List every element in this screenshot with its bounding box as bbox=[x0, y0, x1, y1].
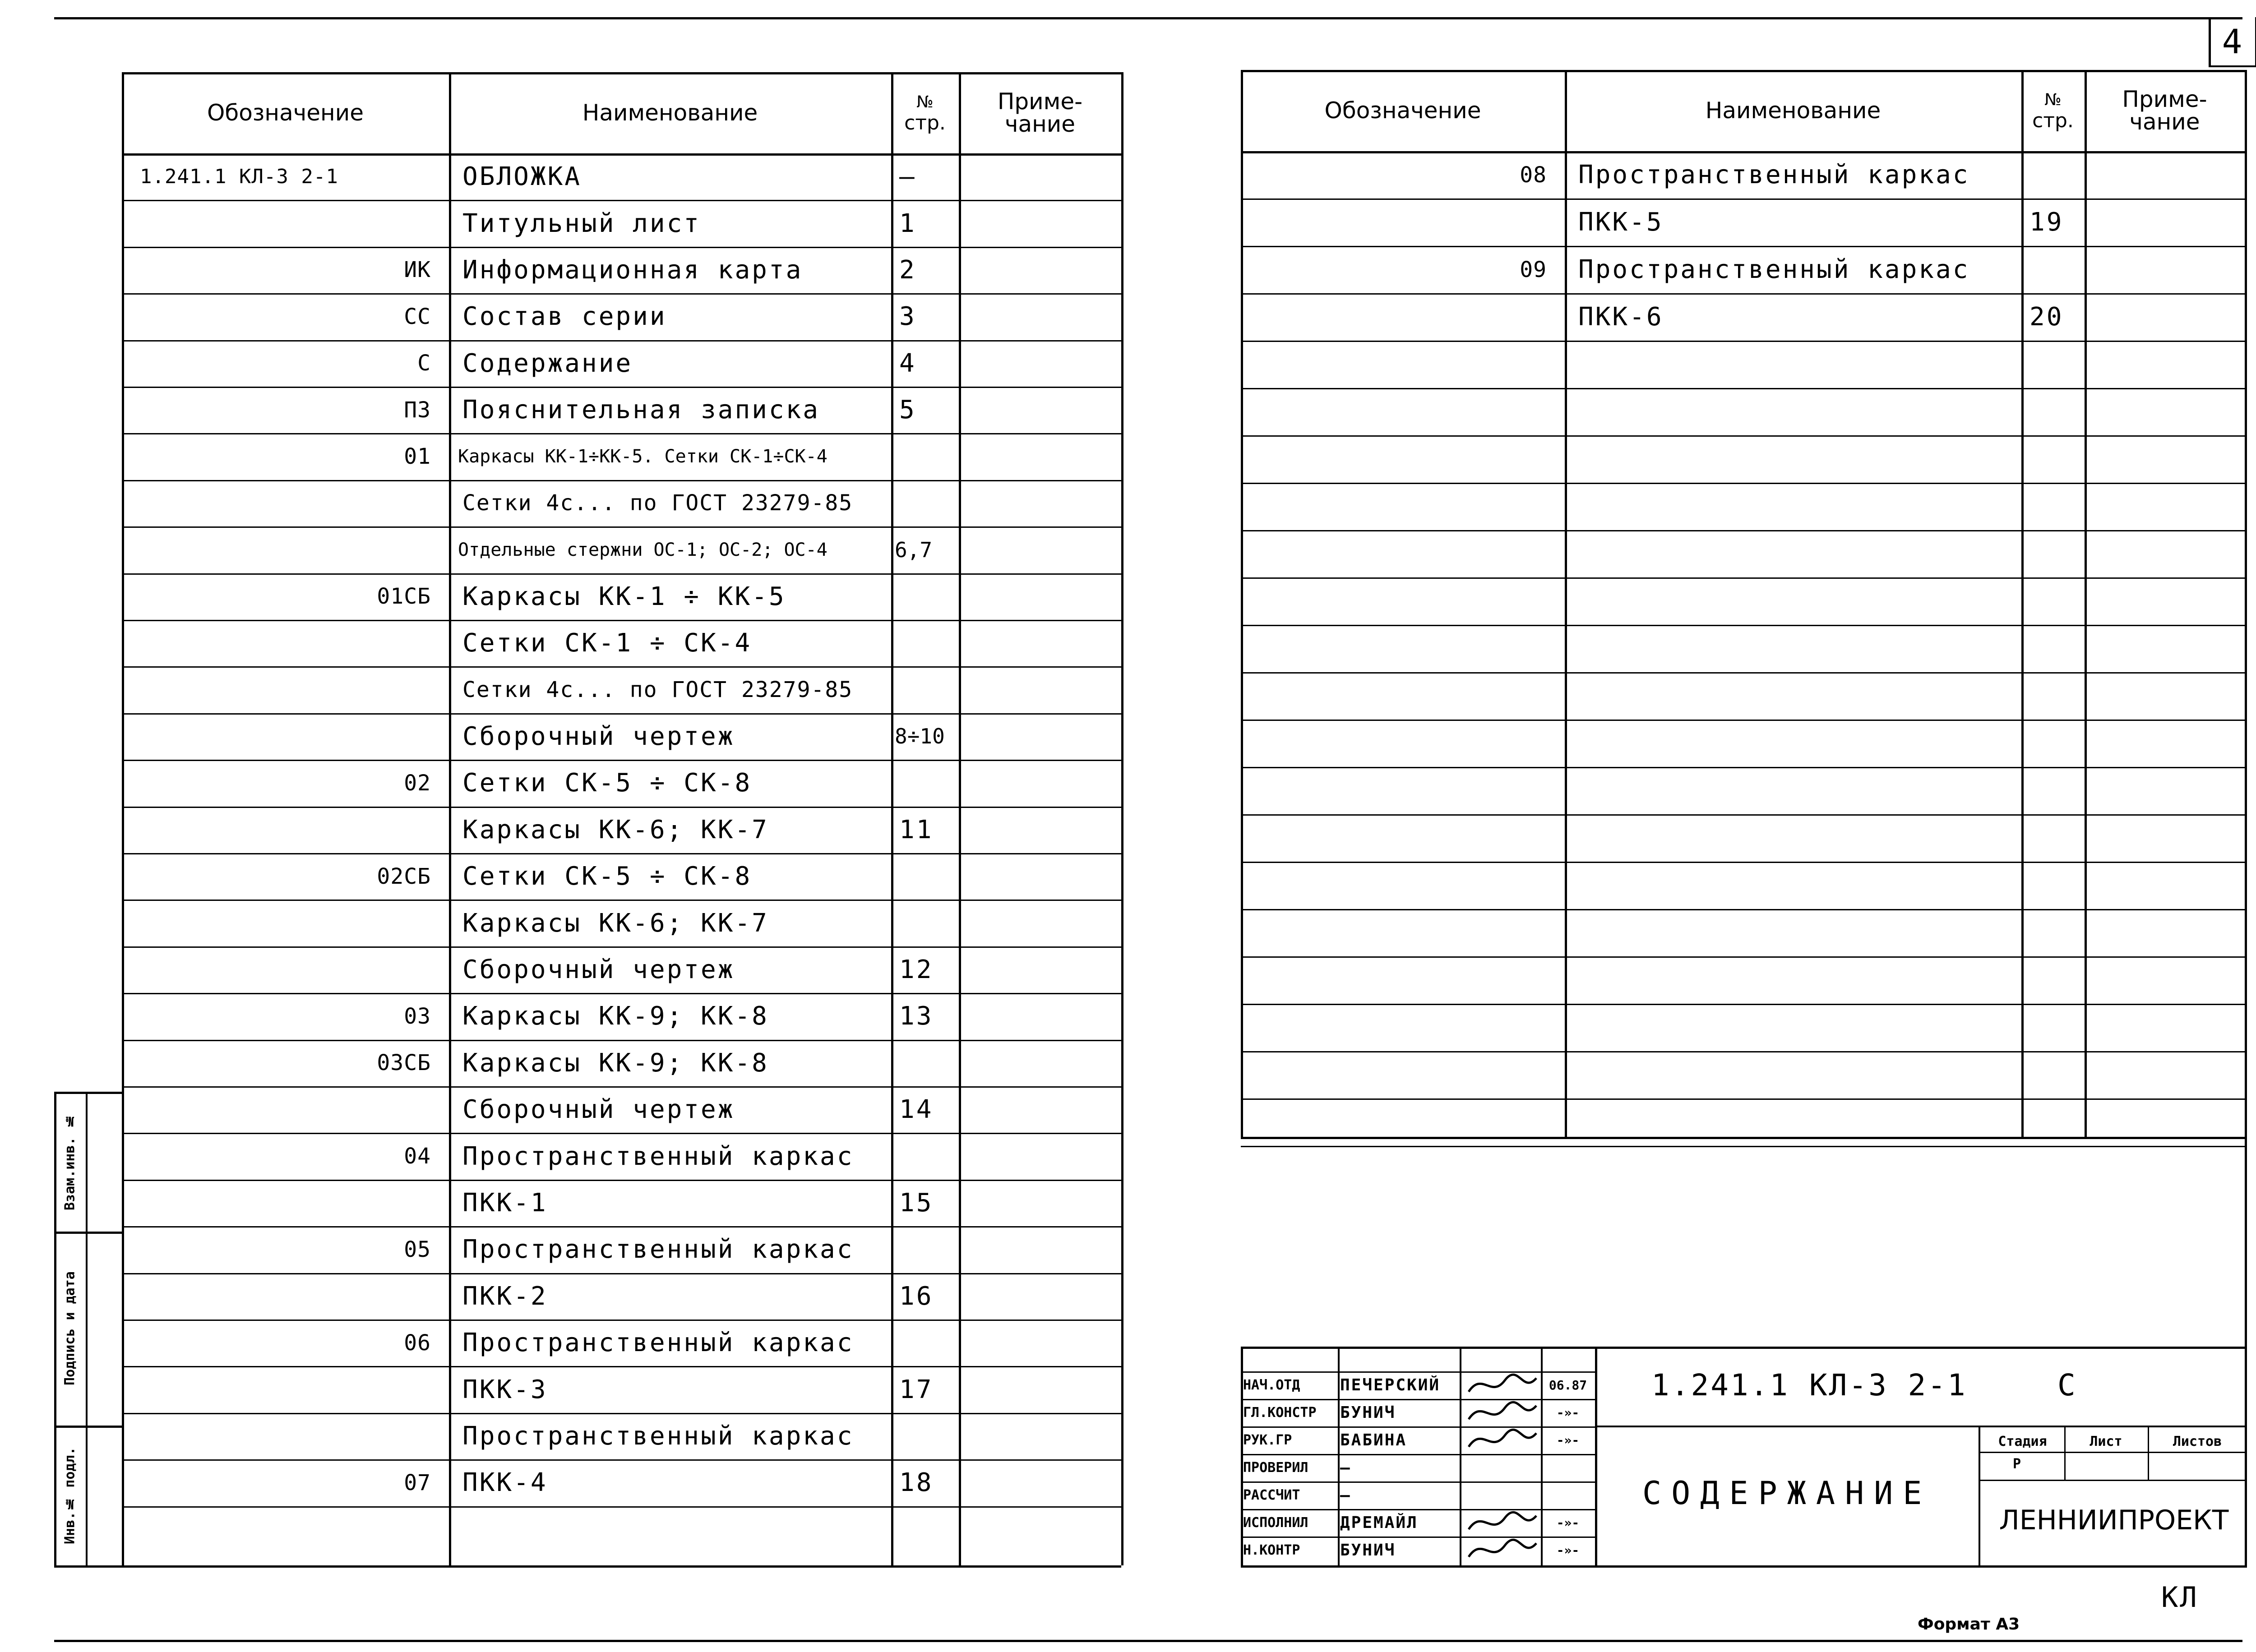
sheet-label: Лист bbox=[2090, 1433, 2122, 1449]
grid-line bbox=[1241, 388, 2245, 389]
row-page bbox=[891, 1413, 959, 1459]
role-person: БУНИЧ bbox=[1340, 1541, 1396, 1560]
row-name: Каркасы КК-6; КК-7 bbox=[462, 908, 769, 938]
document-code: 1.241.1 КЛ-3 2-1 bbox=[1651, 1367, 1967, 1403]
role-label: ИСПОЛНИЛ bbox=[1243, 1515, 1308, 1531]
row-name: Информационная карта bbox=[462, 255, 803, 285]
grid-line bbox=[1241, 435, 2245, 437]
grid-line bbox=[1241, 483, 2245, 484]
left-header-page-no bbox=[891, 72, 959, 153]
row-name: ПКК-4 bbox=[462, 1468, 548, 1498]
row-page: 5 bbox=[899, 395, 916, 425]
row-page: 19 bbox=[2029, 208, 2064, 237]
row-page: 2 bbox=[899, 255, 916, 285]
row-name: Каркасы КК-9; КК-8 bbox=[462, 1001, 769, 1031]
grid-line bbox=[1241, 1565, 2247, 1568]
grid-line bbox=[1241, 1146, 2245, 1147]
grid-line bbox=[1241, 1137, 2245, 1139]
header-note-top: Приме- bbox=[2122, 86, 2207, 112]
row-page bbox=[2021, 151, 2085, 198]
row-page: 20 bbox=[2029, 302, 2064, 332]
row-code: 02 bbox=[404, 770, 431, 796]
row-code bbox=[122, 1413, 449, 1459]
row-code bbox=[122, 807, 449, 853]
role-label: ПРОВЕРИЛ bbox=[1243, 1460, 1308, 1476]
row-page: — bbox=[899, 162, 916, 192]
left-header-name: Наименование bbox=[582, 100, 758, 126]
row-code: 07 bbox=[404, 1470, 431, 1495]
row-name: Отдельные стержни ОС-1; ОС-2; ОС-4 bbox=[458, 539, 828, 560]
row-code bbox=[122, 1086, 449, 1133]
row-page: 18 bbox=[899, 1468, 934, 1498]
grid-line bbox=[1241, 577, 2245, 579]
row-name: Содержание bbox=[462, 348, 633, 378]
format-label: Формат А3 bbox=[1918, 1615, 2020, 1634]
row-page bbox=[891, 853, 959, 900]
role-person: ПЕЧЕРСКИЙ bbox=[1340, 1376, 1441, 1394]
row-code: 01 bbox=[404, 444, 431, 470]
grid-line bbox=[1241, 625, 2245, 626]
row-code: 05 bbox=[404, 1237, 431, 1262]
row-name: ОБЛОЖКА bbox=[462, 162, 582, 192]
row-code: 04 bbox=[404, 1144, 431, 1169]
row-code bbox=[1241, 198, 1565, 246]
role-label: ГЛ.КОНСТР bbox=[1243, 1405, 1317, 1421]
grid-line bbox=[1979, 1480, 2245, 1481]
role-date: -»- bbox=[1556, 1405, 1580, 1420]
side-stamp-label: Инв.№ подл. bbox=[62, 1447, 78, 1544]
grid-line bbox=[86, 1092, 88, 1565]
grid-line bbox=[1241, 862, 2245, 863]
grid-line bbox=[1541, 1347, 1543, 1565]
row-name: Сетки СК-5 ÷ СК-8 bbox=[462, 768, 752, 798]
role-label: РУК.ГР bbox=[1243, 1432, 1292, 1448]
row-code bbox=[122, 1180, 449, 1226]
row-name: Сетки СК-5 ÷ СК-8 bbox=[462, 862, 752, 891]
signature-scribble bbox=[1464, 1422, 1541, 1458]
grid-line bbox=[1241, 767, 2245, 768]
corner-mark: КЛ bbox=[2161, 1580, 2199, 1614]
right-header-note bbox=[2085, 70, 2245, 151]
grid-line bbox=[54, 1565, 122, 1568]
side-stamp-label: Подпись и дата bbox=[62, 1271, 78, 1386]
role-label: РАССЧИТ bbox=[1243, 1487, 1300, 1503]
role-date: 06.87 bbox=[1549, 1378, 1587, 1393]
row-code: ИК bbox=[404, 257, 431, 283]
row-name: Пространственный каркас bbox=[462, 1328, 854, 1358]
row-page bbox=[891, 1506, 959, 1553]
grid-line bbox=[1241, 909, 2245, 910]
signature-scribble bbox=[1464, 1532, 1541, 1569]
row-code: 06 bbox=[404, 1330, 431, 1356]
row-page: 14 bbox=[899, 1095, 934, 1125]
row-name: Сетки СК-1 ÷ СК-4 bbox=[462, 628, 752, 658]
row-name: Каркасы КК-1 ÷ КК-5 bbox=[462, 581, 786, 611]
role-person: — bbox=[1340, 1486, 1351, 1504]
row-page bbox=[891, 433, 959, 480]
grid-line bbox=[1241, 956, 2245, 958]
row-page: 12 bbox=[899, 955, 934, 984]
role-date: -»- bbox=[1556, 1433, 1580, 1448]
grid-line bbox=[1241, 720, 2245, 721]
left-header-designation: Обозначение bbox=[207, 100, 364, 126]
row-name: ПКК-1 bbox=[462, 1188, 548, 1218]
grid-line bbox=[2245, 70, 2247, 1137]
row-name: Сборочный чертеж bbox=[462, 955, 735, 984]
row-page bbox=[891, 1226, 959, 1273]
row-name: Пространственный каркас bbox=[462, 1421, 854, 1451]
header-note-top: Приме- bbox=[997, 88, 1083, 115]
row-page: 11 bbox=[899, 815, 934, 844]
header-page-no-top: № bbox=[916, 93, 934, 111]
grid-line bbox=[1460, 1347, 1461, 1565]
role-date bbox=[1543, 1481, 1593, 1509]
row-name: Сетки 4с... по ГОСТ 23279-85 bbox=[462, 677, 853, 703]
row-page: 8÷10 bbox=[895, 724, 945, 749]
role-date: -»- bbox=[1556, 1515, 1580, 1530]
row-code: 1.241.1 КЛ-3 2-1 bbox=[140, 165, 338, 189]
grid-line bbox=[1121, 72, 1123, 1565]
row-code: 01СБ bbox=[377, 584, 431, 609]
row-code: СС bbox=[404, 304, 431, 329]
grid-line bbox=[122, 1565, 1121, 1568]
grid-line bbox=[1979, 1426, 1980, 1565]
sheets-label: Листов bbox=[2173, 1433, 2222, 1449]
role-person: БУНИЧ bbox=[1340, 1403, 1396, 1422]
row-name: Каркасы КК-9; КК-8 bbox=[462, 1048, 769, 1078]
row-code bbox=[122, 200, 449, 246]
row-name: ПКК-5 bbox=[1578, 208, 1664, 237]
row-name: Пространственный каркас bbox=[1578, 255, 1970, 284]
row-code: 08 bbox=[1520, 162, 1547, 188]
row-page: 4 bbox=[899, 348, 916, 378]
row-page: 15 bbox=[899, 1188, 934, 1218]
grid-line bbox=[2148, 1426, 2149, 1480]
grid-line bbox=[1595, 1426, 2245, 1427]
row-page bbox=[891, 480, 959, 526]
row-name: ПКК-6 bbox=[1578, 302, 1664, 332]
grid-line bbox=[1979, 1452, 2245, 1453]
row-code bbox=[122, 526, 449, 573]
row-code bbox=[122, 480, 449, 526]
role-date bbox=[1543, 1454, 1593, 1481]
row-page bbox=[891, 620, 959, 666]
row-code: 03СБ bbox=[377, 1050, 431, 1076]
document-letter: С bbox=[2057, 1367, 2077, 1403]
role-person: — bbox=[1340, 1458, 1351, 1477]
row-page: 13 bbox=[899, 1001, 934, 1031]
row-code bbox=[122, 713, 449, 760]
row-page: 17 bbox=[899, 1375, 934, 1404]
row-name: Сборочный чертеж bbox=[462, 721, 735, 751]
side-stamp-label: Взам.инв. № bbox=[62, 1113, 78, 1210]
row-page bbox=[2021, 246, 2085, 293]
row-name: Пространственный каркас bbox=[462, 1141, 854, 1171]
stage-label: Стадия bbox=[1998, 1433, 2047, 1449]
row-code bbox=[122, 946, 449, 993]
organization-name: ЛЕННИИПРОЕКТ bbox=[1999, 1504, 2229, 1536]
role-label: Н.КОНТР bbox=[1243, 1542, 1300, 1558]
role-person: ДРЕМАЙЛ bbox=[1340, 1514, 1418, 1532]
grid-line bbox=[1241, 1098, 2245, 1100]
row-page: 6,7 bbox=[895, 537, 933, 562]
header-page-no-top: № bbox=[2044, 91, 2062, 109]
document-title: СОДЕРЖАНИЕ bbox=[1642, 1475, 1932, 1512]
grid-line bbox=[2064, 1426, 2066, 1480]
row-name: Каркасы КК-1÷КК-5. Сетки СК-1÷СК-4 bbox=[458, 446, 828, 467]
grid-line bbox=[1241, 1004, 2245, 1005]
row-code bbox=[122, 1366, 449, 1412]
row-code: 03 bbox=[404, 1003, 431, 1029]
grid-line bbox=[1241, 1347, 1243, 1565]
grid-line bbox=[1241, 1051, 2245, 1052]
row-code bbox=[122, 1273, 449, 1320]
row-page bbox=[891, 573, 959, 620]
grid-line bbox=[959, 72, 961, 1565]
row-page: 1 bbox=[899, 208, 916, 238]
row-name bbox=[449, 1506, 891, 1553]
row-name: ПКК-2 bbox=[462, 1281, 548, 1311]
row-code: С bbox=[417, 351, 431, 376]
grid-line bbox=[1595, 1347, 1597, 1565]
role-label: НАЧ.ОТД bbox=[1243, 1377, 1300, 1393]
row-name: Титульный лист bbox=[462, 208, 701, 238]
row-name: Пространственный каркас bbox=[462, 1235, 854, 1264]
grid-line bbox=[1241, 672, 2245, 674]
stage-value: Р bbox=[2012, 1456, 2021, 1472]
sheet-number: 4 bbox=[2222, 23, 2244, 61]
row-name: Сборочный чертеж bbox=[462, 1095, 735, 1125]
role-date: -»- bbox=[1556, 1543, 1580, 1558]
header-note-bottom: чание bbox=[2129, 109, 2200, 135]
grid-line bbox=[1241, 814, 2245, 816]
right-header-designation: Обозначение bbox=[1324, 97, 1481, 124]
row-code: 09 bbox=[1520, 257, 1547, 282]
header-page-no-bottom: стр. bbox=[904, 111, 946, 134]
top-frame-line bbox=[54, 17, 2242, 19]
row-code bbox=[122, 900, 449, 946]
row-page bbox=[891, 666, 959, 713]
row-name: Пространственный каркас bbox=[1578, 160, 1970, 189]
row-page: 3 bbox=[899, 302, 916, 332]
role-person: БАБИНА bbox=[1340, 1431, 1407, 1449]
left-header-note bbox=[959, 72, 1121, 153]
row-code bbox=[1241, 293, 1565, 341]
row-code bbox=[122, 1506, 449, 1553]
header-page-no-bottom: стр. bbox=[2032, 109, 2074, 132]
header-note-bottom: чание bbox=[1004, 111, 1076, 137]
row-name: Сетки 4с... по ГОСТ 23279-85 bbox=[462, 490, 853, 516]
bottom-frame-line bbox=[54, 1640, 2242, 1642]
row-code: 02СБ bbox=[377, 863, 431, 889]
row-page bbox=[891, 760, 959, 806]
row-name: Каркасы КК-6; КК-7 bbox=[462, 815, 769, 844]
grid-line bbox=[2085, 70, 2087, 1137]
row-page bbox=[891, 1133, 959, 1179]
row-code: ПЗ bbox=[404, 397, 431, 423]
row-code bbox=[122, 666, 449, 713]
grid-line bbox=[1241, 530, 2245, 531]
row-name: ПКК-3 bbox=[462, 1375, 548, 1404]
right-header-page-no bbox=[2021, 70, 2085, 151]
row-page bbox=[891, 900, 959, 946]
grid-line bbox=[1338, 1347, 1340, 1565]
row-page bbox=[891, 1320, 959, 1366]
row-code bbox=[122, 620, 449, 666]
row-name: Состав серии bbox=[462, 302, 667, 332]
row-page: 16 bbox=[899, 1281, 934, 1311]
right-header-name: Наименование bbox=[1705, 97, 1881, 124]
row-page bbox=[891, 1040, 959, 1086]
grid-line bbox=[1241, 341, 2245, 342]
row-name: Пояснительная записка bbox=[462, 395, 820, 425]
grid-line bbox=[1241, 1347, 2247, 1349]
